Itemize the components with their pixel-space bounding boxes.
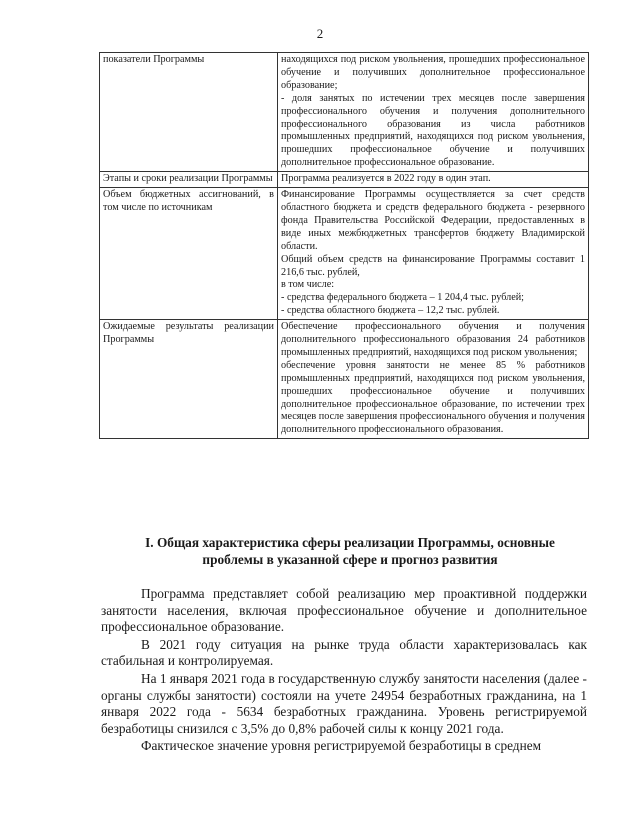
page-number: 2 [316, 26, 324, 41]
section-title-line: I. Общая характеристика сферы реализации Программы, основные [145, 535, 555, 550]
table-row [100, 53, 589, 172]
content-line: Программа реализуется в 2022 году в один этап. [281, 173, 491, 185]
section-title-line: проблемы в указанной сфере и прогноз развития [202, 552, 498, 567]
body-text [101, 586, 587, 756]
row-label: показатели Программы [100, 53, 278, 172]
content-line: Финансирование Программы осуществляется за счет средств областного бюджета и средств федерального бюджета - резервного фонда Правительства Российской Федерации, предоставленных в виде иных межбюджетных трансфертов бюджету Владимирской области. [281, 189, 585, 252]
row-content [278, 53, 589, 172]
row-content [278, 188, 589, 320]
row-content [278, 172, 589, 188]
content-line: находящихся под риском увольнения, прошедших профессиональное обучение и получивших дополнительное профессиональное образование; [281, 54, 585, 91]
content-line: - средства федерального бюджета – 1 204,4 тыс. рублей; [281, 292, 525, 304]
content-line: - доля занятых по истечении трех месяцев после завершения профессионального обучения и получения дополнительного профессионального образования из числа работников промышленных предприятий, находящихся под риском увольнения, прошедших профессиональное обучение и получивших дополнительное профессиональное образование. [281, 92, 585, 169]
content-line: Общий объем средств на финансирование Программы составит 1 216,6 тыс. рублей, [281, 253, 585, 278]
paragraph: В 2021 году ситуация на рынке труда области характеризовалась как стабильная и контролируемая. [101, 636, 587, 669]
content-line: Обеспечение профессионального обучения и получения дополнительного профессионального образования 24 работников промышленных предприятий, находящихся под риском увольнения; [281, 321, 585, 358]
row-label: Объем бюджетных ассигнований, в том числе по источникам [100, 188, 278, 320]
content-line: - средства областного бюджета – 12,2 тыс. рублей. [281, 305, 500, 317]
row-content [278, 320, 589, 439]
paragraph: Программа представляет собой реализацию мер проактивной поддержки занятости населения, включая профессиональное обучение и дополнительное профессиональное образование. [101, 586, 587, 635]
row-label: Ожидаемые результаты реализации Программы [100, 320, 278, 439]
paragraph: Фактическое значение уровня регистрируемой безработицы в среднем [141, 738, 542, 754]
table-row [100, 188, 589, 320]
content-line: обеспечение уровня занятости не менее 85 % работников промышленных предприятий, находящихся под риском увольнения, прошедших профессиональное обучение и получивших дополнительное профессиональное образование, по истечении трех месяцев после завершения профессионального обучения и получения дополнительного профессионального образования. [281, 359, 585, 436]
table-row [100, 172, 589, 188]
program-passport-table [99, 52, 589, 439]
section-title [130, 534, 570, 568]
row-label: Этапы и сроки реализации Программы [100, 172, 278, 188]
table-row [100, 320, 589, 439]
content-line: в том числе: [281, 279, 335, 291]
paragraph: На 1 января 2021 года в государственную службу занятости населения (далее - органы службы занятости) состояли на учете 24954 безработных гражданина, на 1 января 2022 года - 5634 безработных гражданина. Уровень регистрируемой безработицы снизился с 3,5% до 0,8% рабочей силы к концу 2021 года. [101, 670, 587, 736]
